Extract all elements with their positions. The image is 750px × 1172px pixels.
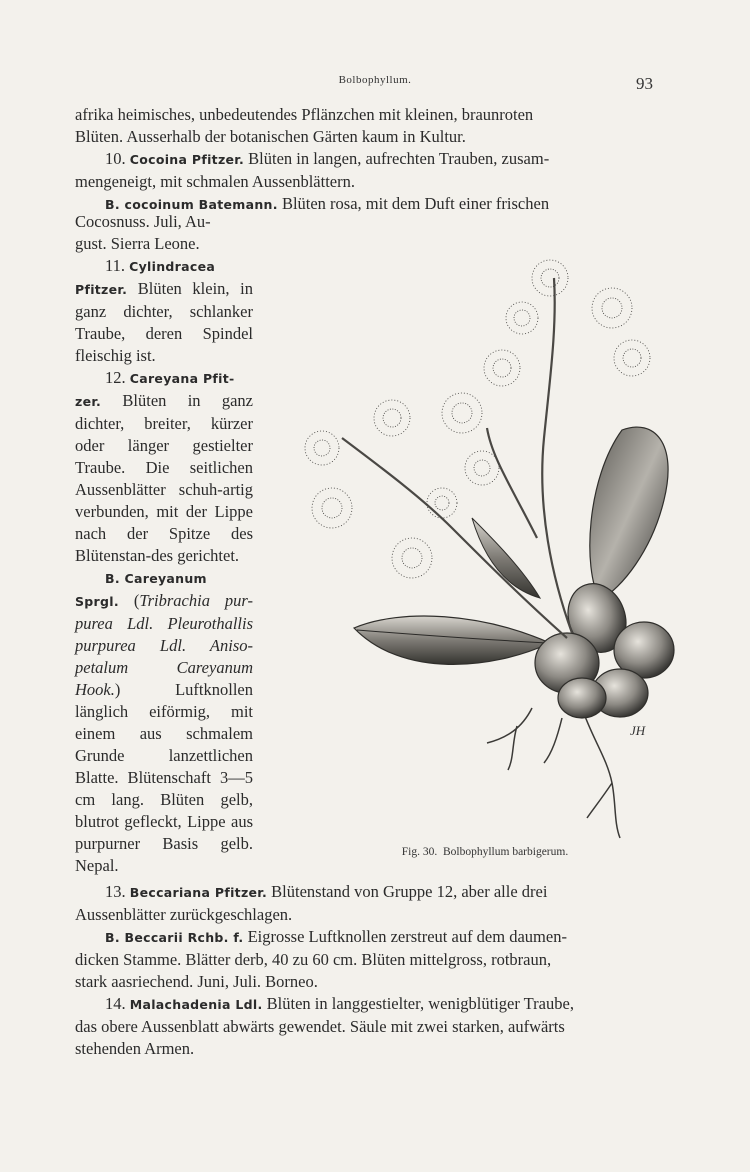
text-line: [75, 1016, 685, 1038]
figure-caption: [0, 846, 750, 858]
entry-text: stehenden Armen.: [75, 1039, 195, 1058]
entry-number: 14.: [105, 994, 126, 1013]
entry-text: Aussenblätter zurückgeschlagen.: [75, 905, 293, 924]
entry-text: Blüten in langgestielter, wenigblütiger Traube,: [262, 994, 574, 1013]
taxon-name: zer.: [75, 394, 102, 409]
text-line-content: Cocosnuss. Juli, Au-: [75, 212, 211, 231]
bottom-paragraphs: [75, 881, 685, 1060]
top-paragraphs: [75, 104, 685, 216]
entry-text: mengeneigt, mit schmalen Aussenblättern.: [75, 172, 355, 191]
text-line: [75, 233, 253, 255]
text-line: [75, 126, 685, 148]
entry-text: dicken Stamme. Blätter derb, 40 zu 60 cm. Blüten mittelgross, rotbraun,: [75, 950, 552, 969]
species-name: B. cocoinum Batemann.: [105, 197, 278, 212]
text-line: [75, 971, 685, 993]
entry-text: das obere Aussenblatt abwärts gewendet. Säule mit zwei starken, aufwärts: [75, 1017, 565, 1036]
punctuation: (: [118, 591, 140, 610]
botanical-illustration: [282, 238, 686, 843]
species-name: B. Beccarii Rchb. f.: [105, 930, 244, 945]
taxon-name: Cylindracea: [129, 259, 216, 274]
punctuation: ): [114, 680, 121, 699]
text-line-content: Blüten. Ausserhalb der botanischen Gärten kaum in Kultur.: [75, 127, 466, 146]
text-line-content: afrika heimisches, unbedeutendes Pflänzchen mit kleinen, braunroten: [75, 105, 534, 124]
entry-number: 11.: [105, 256, 126, 275]
text-line: [75, 949, 685, 971]
species-name: B. Careyanum: [105, 571, 207, 586]
entry-text: Luftknollen länglich eiförmig, mit einem aus schmalem Grunde lanzettlichen Blatte. Blütenschaft 3—5 cm lang. Blüten gelb, blutrot gefleckt, Lippe aus purpurner Basis gelb. Nepal.: [75, 680, 253, 875]
text-line: [75, 171, 685, 193]
species-name: Sprgl.: [75, 594, 119, 609]
entry-10: [75, 148, 685, 171]
taxon-name: Malachadenia Ldl.: [129, 997, 263, 1012]
entry-14: [75, 993, 685, 1016]
figure-title: Bolbophyllum barbigerum.: [443, 846, 569, 858]
entry-text: Blüten klein, in ganz dichter, schlanker Traube, deren Spindel fleischig ist.: [75, 279, 253, 365]
entry-number: 12.: [105, 368, 126, 387]
taxon-name: Beccariana Pfitzer.: [129, 885, 268, 900]
taxon-name: Careyana Pfit-: [129, 371, 235, 386]
entry-text: stark aasriechend. Juni, Juli. Borneo.: [75, 972, 318, 991]
entry-13: [75, 881, 685, 904]
entry-11-heading: [75, 255, 253, 278]
artist-initials: JH: [630, 723, 646, 738]
text-line: [75, 1038, 685, 1060]
entry-b-careyanum: [75, 590, 253, 877]
lower-leaf: [354, 616, 550, 664]
entry-b-beccarii: [75, 926, 685, 949]
text-line: [75, 104, 685, 126]
page-number: 93: [636, 74, 653, 93]
pseudobulbs: [535, 576, 674, 718]
taxon-name: Cocoina Pfitzer.: [129, 152, 245, 167]
entry-number: 10.: [105, 149, 126, 168]
figure-number: Fig. 30.: [401, 846, 438, 858]
entry-12: [75, 390, 253, 567]
text-line: [75, 211, 253, 233]
text-line-content: gust. Sierra Leone.: [75, 234, 200, 253]
entry-number: 13.: [105, 882, 126, 901]
upright-leaf: [590, 427, 668, 600]
entry-text: Eigrosse Luftknollen zerstreut auf dem daumen-: [243, 927, 567, 946]
roots: [487, 708, 620, 838]
narrow-column: [75, 211, 253, 877]
synonyms: Tribrachia pur-purea Ldl. Pleurothallis purpurea Ldl. Aniso-petalum Careyanum Hook.: [75, 591, 253, 699]
running-title: Bolbophyllum.: [338, 74, 412, 86]
entry-11: [75, 278, 253, 367]
entry-text: Blüten rosa, mit dem Duft einer frischen: [277, 194, 550, 213]
entry-text: Blütenstand von Gruppe 12, aber alle drei: [267, 882, 548, 901]
entry-text: Blüten in ganz dichter, breiter, kürzer oder länger gestielter Traube. Die seitlichen Aussenblätter schuh-artig verbunden, mit der Lippe nach der Spitze des Blütenstan-des gerichtet.: [75, 391, 253, 565]
flower-stems: [342, 278, 572, 638]
entry-b-careyanum-heading: [75, 567, 253, 590]
taxon-name: Pfitzer.: [75, 282, 128, 297]
entry-12-heading: [75, 367, 253, 390]
entry-text: Blüten in langen, aufrechten Trauben, zusam-: [244, 149, 550, 168]
text-line: [75, 904, 685, 926]
